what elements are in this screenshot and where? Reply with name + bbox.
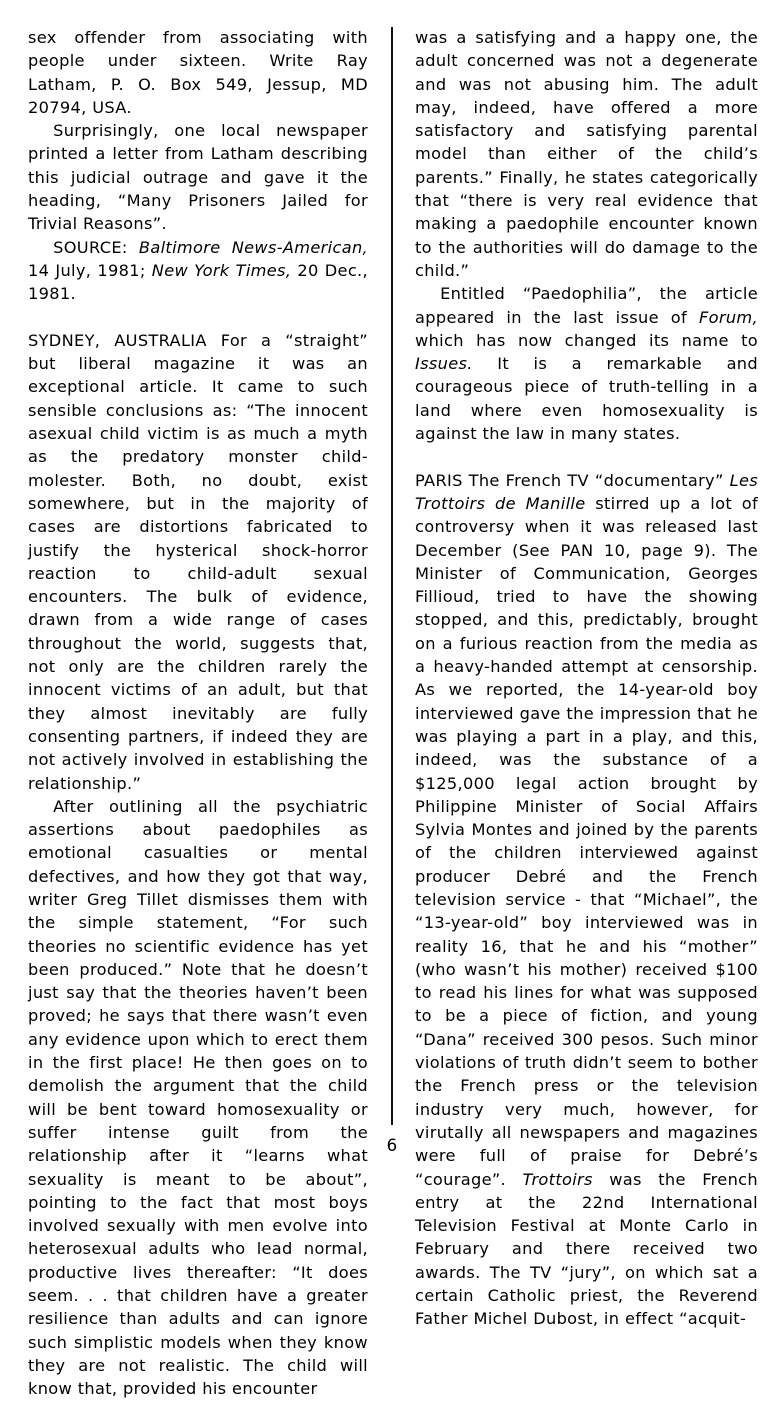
text-column-right — [415, 26, 758, 1331]
text-run: was the French entry at the 22nd International Television Festival at Monte Carlo in February and there received two awards. The TV “jury”, on which sat a certain Catholic priest, the Reverend Father Michel Dubost, in effect “acquit- — [415, 1169, 758, 1329]
paragraph-source-line — [28, 236, 368, 306]
paragraph-encounter-continuation — [415, 26, 758, 282]
italic-title-run: Les Trottoirs de Manille — [415, 470, 758, 513]
text-run: SOURCE: — [53, 237, 139, 257]
italic-title-run: New York Times, — [151, 260, 292, 280]
text-run: Entitled “Paedophilia”, the article appeared in the last issue of — [415, 284, 758, 327]
italic-title-run: Trottoirs — [522, 1169, 593, 1189]
paragraph-surprisingly-newspaper — [28, 119, 368, 235]
text-run: which has now changed its name to — [415, 330, 758, 350]
text-run: stirred up a lot of controversy when it was released last December (See PAN 10, page 9). The Minister of Communication, Georges Fillioud, tried to have the showing stopped, and this, predictably, brought on a furious reaction from the media as a heavy-handed attempt at censorship. As we reported, the 14-year-old boy interviewed gave the impression that he was playing a part in a play, and this, indeed, was the substance of a $125,000 legal action brought by Philippine Minister of Social Affairs Sylvia Montes and joined by the parents of the children interviewed against producer Debré and the French television service - that “Michael”, the “13-year-old” boy interviewed was in reality 16, that he and his “mother” (who wasn’t his mother) received $100 to read his lines for what was supposed to be a piece of fiction, and young “Dana” received 300 pesos. Such minor violations of truth didn’t seem to bother the French press or the television industry very much, however, for virutally all newspapers and magazines were full of praise for Debré’s “courage”. — [415, 493, 758, 1189]
paragraph-sydney-australia — [28, 329, 368, 795]
italic-title-run: Baltimore News-American, — [138, 237, 368, 257]
text-run: 20 Dec., 1981. — [28, 260, 368, 304]
text-run: sex offender from associating with people under sixteen. Write Ray Latham, P. O. Box 549, Jessup, MD 20794, USA. — [28, 28, 368, 117]
text-run: 14 July, 1981; — [28, 260, 152, 280]
italic-title-run: Issues. — [415, 354, 473, 374]
text-run: PARIS The French TV “documentary” — [415, 470, 730, 490]
italic-title-run: Forum, — [699, 307, 758, 327]
text-run: SYDNEY, AUSTRALIA For a “straight” but liberal magazine it was an exceptional article. It came to such sensible conclusions as: “The innocent asexual child victim is as much a myth as the predatory monster child-molester. Both, no doubt, exist somewhere, but in the majority of cases are distortions fabricated to justify the hysterical shock-horror reaction to child-adult sexual encounters. The bulk of evidence, drawn from a wide range of cases throughout the world, suggests that, not only are the children rarely the innocent victims of an adult, but that they almost inevitably are fully consenting partners, if indeed they are not actively involved in establishing the relationship.” — [28, 330, 368, 793]
text-run: After outlining all the psychiatric assertions about paedophiles as emotional casualties or mental defectives, and how they got that way, writer Greg Tillet dismisses them with the simple statement, “For such theories no scientific evidence has yet been produced.” Note that he doesn’t just say that the theories haven’t been proved; he says that there wasn’t even any evidence upon which to erect them in the first place! He then goes on to demolish the argument that the child will be bent toward homosexuality or suffer intense guilt from the relationship after it “learns what sexuality is meant to be about”, pointing to the fact that most boys involved sexually with men evolve into heterosexual adults who lead normal, productive lives thereafter: “It does seem. . . that children have a greater resilience than adults and can ignore such simplistic models when they know they are not realistic. The child will know that, provided his encounter — [28, 796, 368, 1399]
paragraph-paris-documentary — [415, 469, 758, 1331]
text-column-left — [28, 26, 368, 1401]
page-number: 6 — [386, 1136, 398, 1155]
paragraph-jessup-continuation — [28, 26, 368, 119]
text-run: It is a remarkable and courageous piece of truth-telling in a land where even homosexuality is against the law in many states. — [415, 354, 758, 444]
text-run: was a satisfying and a happy one, the adult concerned was not a degenerate and was not abusing him. The adult may, indeed, have offered a more satisfactory and satisfying parental model than either of the child’s parents.” Finally, he states categorically that “there is very real evidence that making a paedophile encounter known to the authorities will do damage to the child.” — [415, 28, 758, 280]
text-run: Surprisingly, one local newspaper printed a letter from Latham describing this judicial outrage and gave it the heading, “Many Prisoners Jailed for Trivial Reasons”. — [28, 121, 368, 234]
column-divider-rule — [391, 27, 393, 1125]
paragraph-entitled-paedophilia — [415, 282, 758, 445]
paragraph-after-outlining — [28, 795, 368, 1401]
